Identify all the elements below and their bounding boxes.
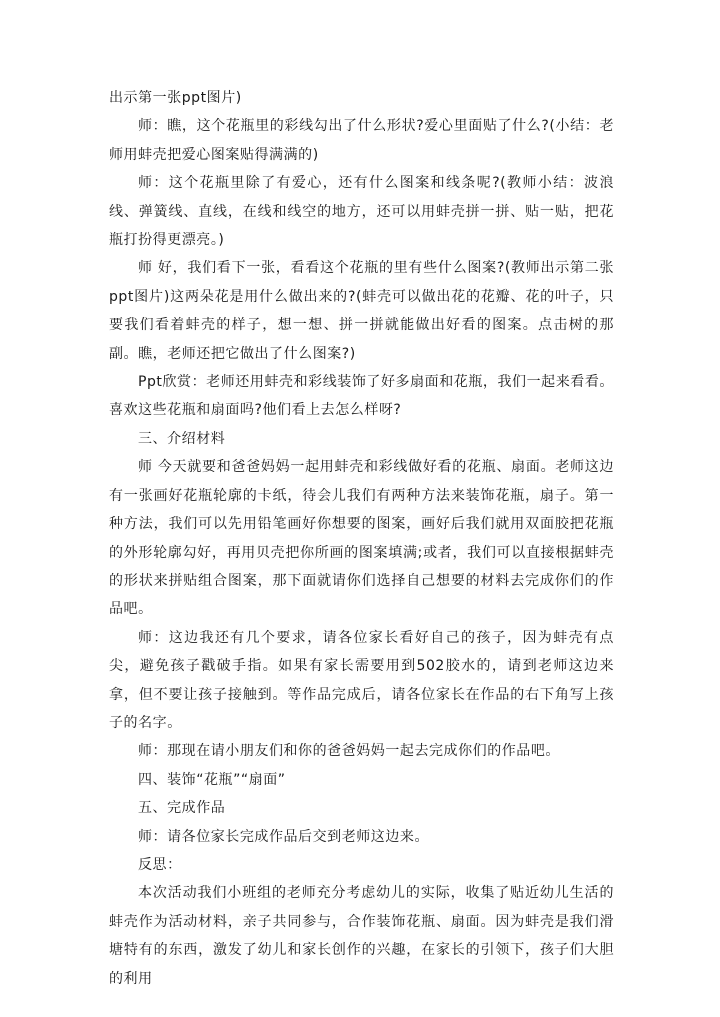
section-heading-complete: 五、完成作品: [138, 800, 226, 817]
paragraph-intro: 出示第一张ppt图片): [109, 90, 242, 106]
paragraph-teacher-next-slide: 师 好，我们看下一张，看看这个花瓶的里有些什么图案?(教师出示第二张ppt图片)这两朵花是用什么做出来的?(蚌壳可以做出花的花瓣、花的叶子，只要我们看着蚌壳的样子，想一想、拼一拼就能做出好看的图案。点击树的那副。瞧，老师还把它做出了什么图案?): [109, 260, 614, 362]
paragraph-start-work: 师：那现在请小朋友们和你的爸爸妈妈一起去完成你们的作品吧。: [138, 743, 560, 760]
paragraph-submit-work: 师：请各位家长完成作品后交到老师这边来。: [138, 828, 429, 845]
section-heading-decorate: 四、装饰“花瓶”“扇面”: [138, 771, 286, 788]
paragraph-ppt-appreciation: Ppt欣赏：老师还用蚌壳和彩线装饰了好多扇面和花瓶，我们一起来看看。喜欢这些花瓶和扇面吗?他们看上去怎么样呀?: [109, 374, 614, 419]
section-heading-materials: 三、介绍材料: [138, 430, 226, 447]
paragraph-teacher-question-2: 师：这个花瓶里除了有爱心，还有什么图案和线条呢?(教师小结：波浪线、弹簧线、直线，在线和线空的地方，还可以用蚌壳拼一拼、贴一贴，把花瓶打扮得更漂亮。): [109, 175, 614, 249]
paragraph-materials-intro: 师 今天就要和爸爸妈妈一起用蚌壳和彩线做好看的花瓶、扇面。老师这边有一张画好花瓶轮廓的卡纸，待会儿我们有两种方法来装饰花瓶，扇子。第一种方法，我们可以先用铅笔画好你想要的图案，画好后我们就用双面胶把花瓶的外形轮廓勾好，再用贝壳把你所画的图案填满;或者，我们可以直接根据蚌壳的形状来拼贴组合图案，那下面就请你们选择自己想要的材料去完成你们的作品吧。: [109, 459, 614, 618]
document-page: [109, 84, 614, 993]
section-heading-reflection: 反思：: [138, 856, 182, 873]
paragraph-teacher-question-1: 师：瞧，这个花瓶里的彩线勾出了什么形状?爱心里面贴了什么?(小结：老师用蚌壳把爱心图案贴得满满的): [109, 118, 614, 163]
paragraph-reflection: 本次活动我们小班组的老师充分考虑幼儿的实际，收集了贴近幼儿生活的蚌壳作为活动材料，亲子共同参与，合作装饰花瓶、扇面。因为蚌壳是我们滑塘特有的东西，激发了幼儿和家长创作的兴趣，在家长的引领下，孩子们大胆的利用: [109, 885, 614, 987]
paragraph-requirements: 师：这边我还有几个要求，请各位家长看好自己的孩子，因为蚌壳有点尖，避免孩子戳破手指。如果有家长需要用到502胶水的，请到老师这边来拿，但不要让孩子接触到。等作品完成后，请各位家长在作品的右下角写上孩子的名字。: [109, 629, 614, 731]
